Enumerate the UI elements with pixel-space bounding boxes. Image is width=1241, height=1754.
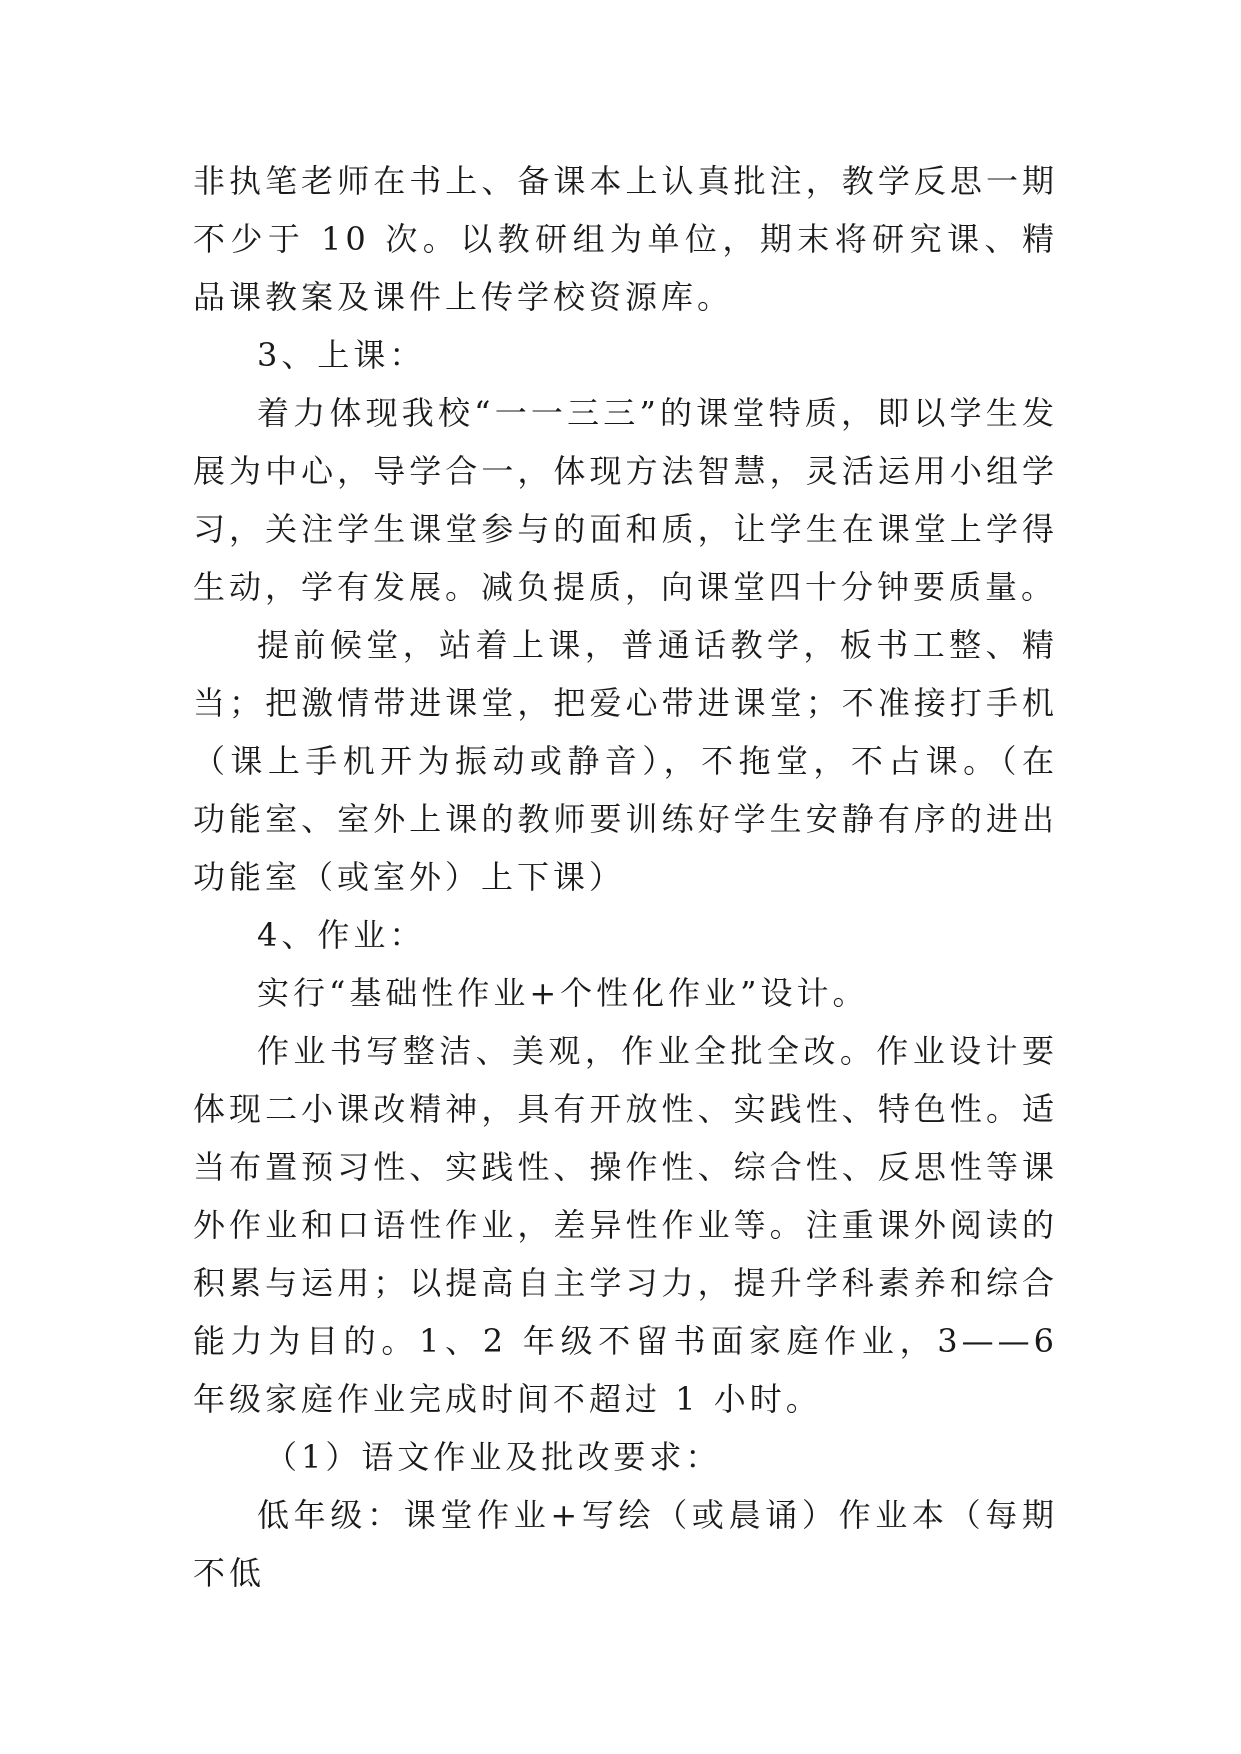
paragraph-lesson-prep-continued: 非执笔老师在书上、备课本上认真批注，教学反思一期不少于 10 次。以教研组为单位，期末将研究课、精品课教案及课件上传学校资源库。 <box>193 162 1058 316</box>
paragraph-homework-requirements: 作业书写整洁、美观，作业全批全改。作业设计要体现二小课改精神，具有开放性、实践性、特色性。适当布置预习性、实践性、操作性、综合性、反思性等课外作业和口语性作业，差异性作业等。注重课外阅读的积累与运用；以提高自主学习力，提升学科素养和综合能力为目的。1、2 年级不留书面家庭作业，3——6 年级家庭作业完成时间不超过 1 小时。 <box>193 1032 1058 1418</box>
paragraph-classroom-rules: 提前候堂，站着上课，普通话教学，板书工整、精当；把激情带进课堂，把爱心带进课堂；不准接打手机（课上手机开为振动或静音），不拖堂，不占课。（在功能室、室外上课的教师要训练好学生安静有序的进出功能室（或室外）上下课） <box>193 626 1058 896</box>
paragraph-classroom-features: 着力体现我校“一一三三”的课堂特质，即以学生发展为中心，导学合一，体现方法智慧，灵活运用小组学习，关注学生课堂参与的面和质，让学生在课堂上学得生动，学有发展。减负提质，向课堂四十分钟要质量。 <box>193 394 1058 606</box>
paragraph-homework-design: 实行“基础性作业+个性化作业”设计。 <box>257 974 869 1012</box>
paragraph-lower-grade-homework: 低年级：课堂作业+写绘（或晨诵）作业本（每期不低 <box>193 1496 1058 1592</box>
heading-chinese-homework: （1）语文作业及批改要求： <box>265 1438 722 1476</box>
document-body <box>193 152 1058 1602</box>
heading-section-4-homework: 4、作业： <box>257 916 426 954</box>
heading-section-3-class: 3、上课： <box>257 336 426 374</box>
